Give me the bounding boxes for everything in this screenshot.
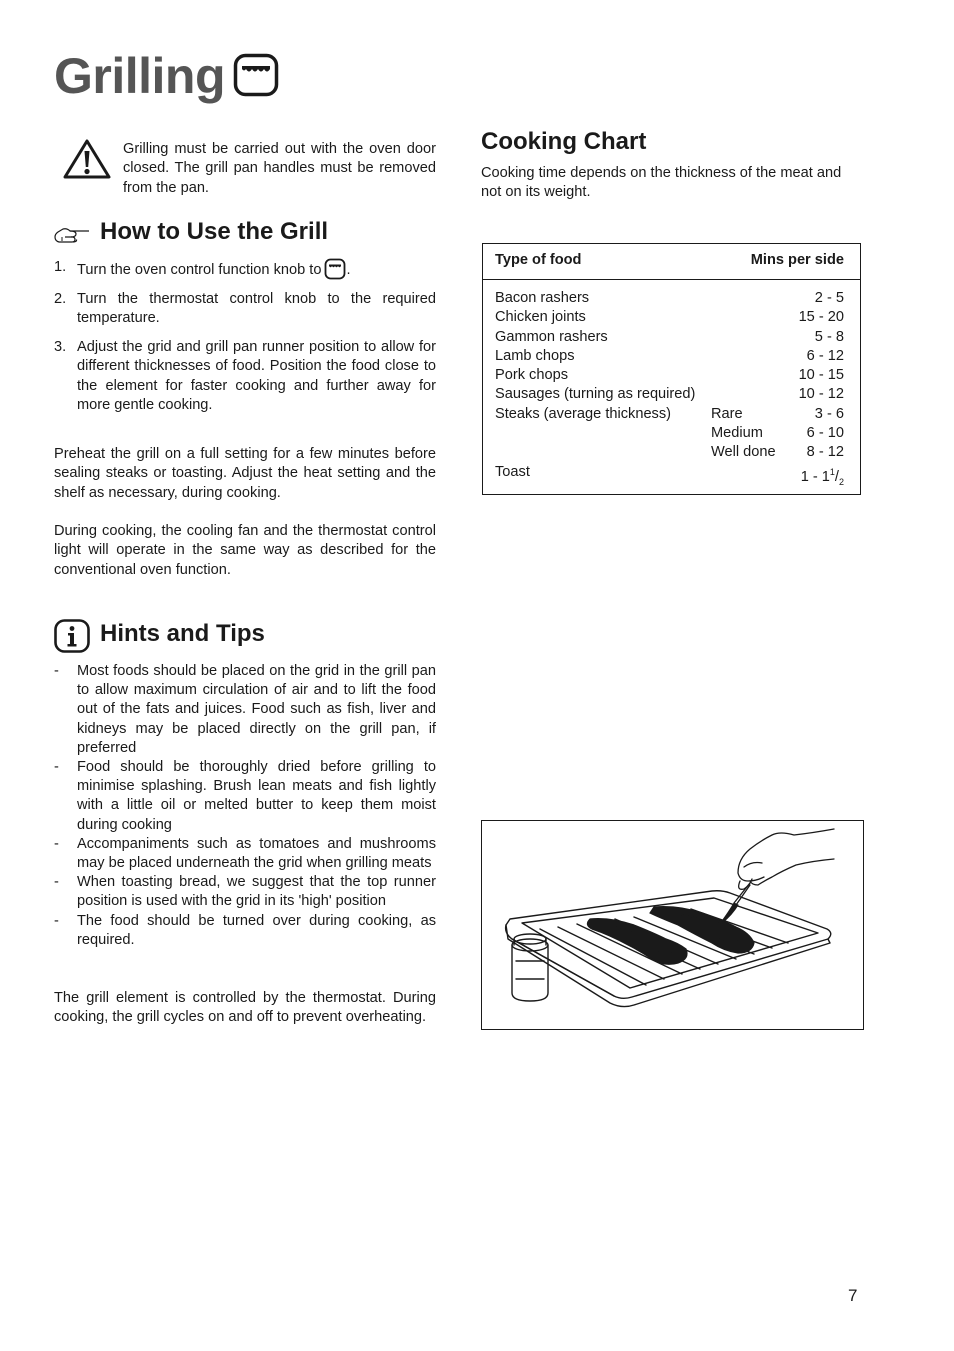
cooking-chart-table [482,243,861,495]
hint-text: Most foods should be placed on the grid in the grill pan to allow maximum circulation of air and to lift the food out of the fats and juices. Food such as fish, liver and kidneys may be placed directly on the grill pan, if preferred [77,663,436,756]
toast-numerator: 1 [829,466,835,477]
step-number: 1. [54,259,67,275]
food-cell: Gammon rashers [495,328,608,345]
hint-item: - Food should be thoroughly dried before grilling to minimise splashing. Brush lean meats and fish lightly with a little oil or melted butter to keep them moist during cooking [54,759,436,833]
mins-cell: 6 - 12 [806,347,844,364]
how-to-steps [54,258,436,415]
grill-pan-illustration [481,820,864,1030]
page-number: 7 [848,1286,858,1305]
column-header-mins: Mins per side [750,252,844,268]
grill-symbol-icon [324,258,346,280]
warning-text: Grilling must be carried out with the oven door closed. The grill pan handles must be removed from the pan. [123,141,436,196]
table-header [483,244,860,280]
cooling-fan-paragraph: During cooking, the cooling fan and the thermostat control light will operate in the same way as described for the conventional oven function. [54,523,436,578]
hint-item: - Accompaniments such as tomatoes and mushrooms may be placed underneath the grid when grilling meats [54,835,436,872]
hint-item: - The food should be turned over during cooking, as required. [54,912,436,948]
step-item [54,290,436,329]
mins-cell: 15 - 20 [798,309,844,326]
step-number: 3. [54,338,67,355]
hint-text: When toasting bread, we suggest that the top runner position is used with the grid in its 'high' position [77,874,436,910]
grill-pan-drawing [482,821,862,1028]
table-row [483,405,860,424]
food-cell: Bacon rashers [495,290,590,306]
table-row [483,328,860,347]
mins-cell: 10 - 12 [798,386,844,403]
step-text: Turn the thermostat control knob to the required temperature. [77,291,436,327]
table-row [483,347,860,366]
step-text: Turn the oven control function knob to [77,262,322,278]
warning-triangle-icon [62,138,112,180]
hint-item: - When toasting bread, we suggest that the top runner position is used with the grid in its 'high' position [54,874,436,910]
table-row [483,424,860,443]
mins-cell: 10 - 15 [798,367,844,384]
food-cell: Toast [495,463,530,480]
cooking-chart-intro: Cooking time depends on the thickness of the meat and not on its weight. [481,165,842,201]
doneness-cell: Medium [711,425,763,442]
how-to-heading: How to Use the Grill [100,218,329,245]
hint-item: - Most foods should be placed on the grid in the grill pan to allow maximum circulation of air and to lift the food out of the fats and juices. Food such as fish, liver and kidneys may be placed directly on the grill pan, if preferred [54,663,436,756]
hint-text: Accompaniments such as tomatoes and mushrooms may be placed underneath the grid when grilling meats [77,835,436,872]
table-row [483,385,860,404]
column-header-food: Type of food [495,252,582,268]
hint-text: The food should be turned over during cooking, as required. [77,912,436,948]
mins-cell: 5 - 8 [814,328,844,345]
grill-symbol-icon [233,53,279,97]
step-item [54,338,436,416]
step-suffix: . [346,262,351,278]
mins-cell: $1 - 1^1/_2$ [800,466,844,487]
preheat-paragraph: Preheat the grill on a full setting for a few minutes before sealing steaks or toasting. Adjust the heat setting and the shelf as necessary, during cooking. [54,446,436,501]
thermostat-paragraph: The grill element is controlled by the thermostat. During cooking, the grill cycles on and off to prevent overheating. [54,990,436,1026]
pointing-hand-icon [54,226,90,244]
page-title: Grilling [54,48,225,104]
cooking-chart-heading: Cooking Chart [481,128,647,155]
food-cell: Chicken joints [495,309,586,326]
hints-heading: Hints and Tips [100,620,265,647]
mins-cell: 3 - 6 [814,405,844,422]
doneness-cell: Rare [711,405,743,422]
doneness-cell: Well done [711,444,776,461]
food-cell: Sausages (turning as required) [495,386,696,403]
step-item [54,258,436,280]
table-row [483,289,860,308]
food-cell: Lamb chops [495,347,575,364]
info-icon [54,619,90,653]
toast-denominator: 2 [838,476,844,487]
table-body [483,289,860,487]
table-row [483,443,860,462]
mins-cell: 6 - 10 [806,425,844,442]
step-number: 2. [54,291,67,307]
toast-whole: 1 - 1 [800,468,830,485]
food-cell: Pork chops [495,367,569,384]
hint-text: Food should be thoroughly dried before grilling to minimise splashing. Brush lean meats and fish lightly with a little oil or melted butter to keep them moist during cooking [77,759,436,833]
table-row [483,308,860,327]
mins-cell: 8 - 12 [806,444,844,461]
table-row [483,463,860,487]
step-text: Adjust the grid and grill pan runner position to allow for different thicknesses of food. Position the food close to the element for faster cooking and further away for more gentle cooking. [77,338,436,414]
hints-list [54,662,436,950]
table-row [483,366,860,385]
mins-cell: 2 - 5 [814,290,844,306]
food-cell: Steaks (average thickness) [495,405,672,422]
